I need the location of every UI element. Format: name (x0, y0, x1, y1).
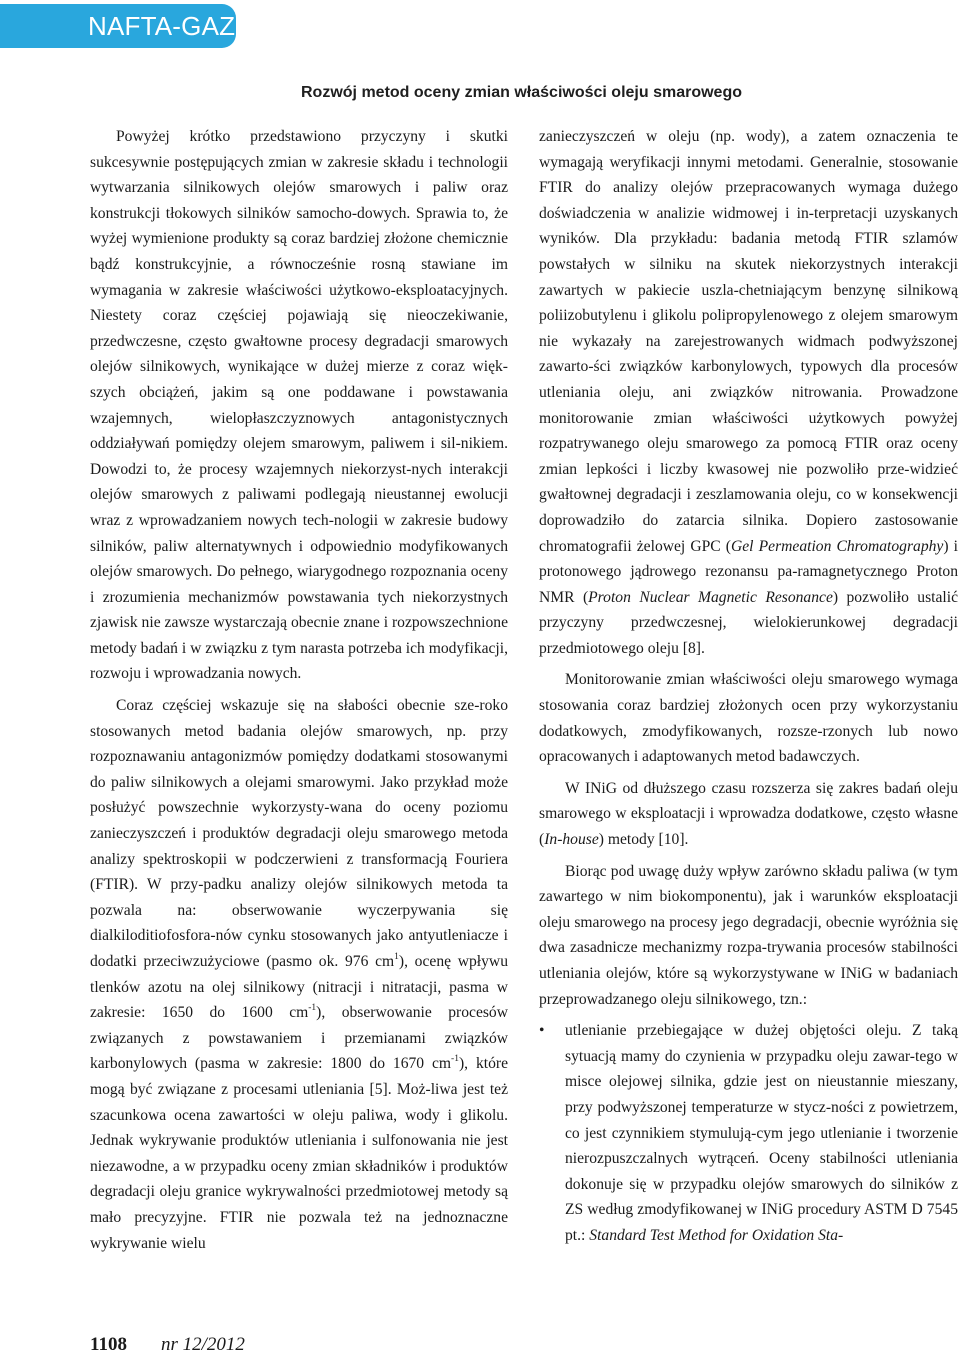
superscript: 1 (394, 951, 399, 962)
left-column (90, 124, 508, 1262)
issue-number: nr 12/2012 (160, 1334, 245, 1355)
bullet-list (539, 1018, 958, 1248)
paragraph-text: zanieczyszczeń w oleju (np. wody), a zatem oznaczenia te wymagają weryfikacji innymi metodami. Generalnie, stosowanie FTIR do analizy olejów przepracowanych wymaga dużego doświadczenia w analizie widmowej i in-terpretacji uzyskanych wyników. Dla przykładu: badania metodą FTIR szlamów powstałych w silniku na skutek niekorzystnych interakcji zawartych w pakiecie uszla-chetniającym benzynę silnikową poliizobutylenu i glikolu polipropylenowego z olejem smarowym nie wykazały na zarejestrowanych widmach podwyższonej zawarto-ści związków karbonylowych, typowych dla procesów utleniania oleju, ani związków nitrowania. Prowadzone monitorowanie zmian właściwości użytkowych powyżej rozpatrywanego oleju smarowego za pomocą FTIR oraz oceny zmian lepkości i liczby kwasowej nie pozwoliło prze-widzieć gwałtownej degradacji i zeszlamowania oleju, co w konsekwencji doprowadziło do zatarcia silnika. Dopiero zastosowanie chromatografii żelowej GPC ( (539, 128, 958, 555)
paragraph-text: Coraz częściej wskazuje się na słabości obecnie sze-roko stosowanych metod badania olejów smarowych, np. przy rozpoznawaniu antagonizmów pomiędzy dodatkami stosowanymi do paliw silnikowych a olejami smarowymi. Jako przykład może posłużyć powszechnie wykorzysty-wana do oceny poziomu zanieczyszczeń i produktów degradacji oleju smarowego metoda analizy spektroskopii w podczerwieni z transformacją Fouriera (FTIR). W przy-padku analizy olejów silnikowych metoda ta pozwala na: obserwowanie wyczerpywania się dialkiloditiofosfora-nów cynku stosowanych jako antyutleniacze i dodatki przeciwzużyciowe (pasmo ok. 976 cm (90, 697, 508, 970)
superscript: -1 (308, 1003, 317, 1013)
paragraph-text: ) i protonowego jądrowego rezonansu pa-ramagnetycznego Proton NMR ( (539, 537, 958, 606)
paragraph-text: ) metody [10]. (598, 831, 689, 849)
paragraph-text: ), ocenę wpływu tlenków azotu na olej silnikowy (nitracji i nitratacji, pasma w zakresie: 1650 do 1600 cm (90, 953, 508, 1022)
page-number: 1108 (90, 1334, 127, 1355)
journal-name-tab (0, 4, 236, 48)
running-title: Rozwój metod oceny zmian właściwości oleju smarowego (301, 84, 742, 101)
paragraph (539, 776, 958, 853)
journal-name: NAFTA-GAZ (88, 11, 236, 41)
paragraph: Monitorowanie zmian właściwości oleju smarowego wymaga stosowania coraz bardziej złożonych ocen przy wykorzystaniu dodatkowych, zmodyfikowanych, rozsze-rzonych lub nowo opracowanych i adaptowanych metod badawczych. (539, 671, 958, 766)
list-item-text: utlenianie przebiegające w dużej objętości oleju. Z taką sytuacją mamy do czynienia w przypadku oleju zawar-tego w misce olejowej silnika, gdzie jest on nieustannie mieszany, przy podwyższonej temperaturze w stycz-ności z powietrzem, co jest czynnikiem stymulują-cym jego utlenianie i tworzenie nierozpuszczalnych wytrąceń. Oceny stabilności utleniania dokonuje się w przypadku olejów smarowych do silników z ZS według zmodyfikowanej w INiG procedury ASTM D 7545 pt.: (565, 1022, 958, 1244)
paragraph-text: W INiG od dłuższego czasu rozszerza się zakres badań oleju smarowego w eksploatacji i wprowadza dodatkowe, często własne ( (539, 779, 958, 849)
paragraph (90, 693, 508, 1256)
right-column (539, 124, 958, 1249)
paragraph: Biorąc pod uwagę duży wpływ zarówno składu paliwa (w tym zawartego w nim biokomponentu), jak i warunków eksploatacji oleju smarowego na procesy jego degradacji, obecnie wyróżnia się dwa zasadnicze mechanizmy rozpa-trywania procesów stabilności utleniania olejów, które są wykorzystywane w INiG w badaniach przeprowadzanego oleju silnikowego, tzn.: (539, 862, 958, 1008)
page-footer (90, 1334, 245, 1356)
term-gpc: Gel Permeation Chromatography (731, 537, 944, 555)
standard-title: Standard Test Method for Oxidation Sta- (589, 1226, 844, 1244)
superscript: -1 (451, 1054, 459, 1065)
paragraph: Powyżej krótko przedstawiono przyczyny i skutki sukcesywnie postępujących zmian w zakresie składu i technologii wytwarzania silnikowych olejów smarowych i paliw oraz konstrukcji tłokowych silników samocho-dowych. Sprawia to, że wyżej wymienione produkty są coraz bardziej złożone chemicznie bądź konstrukcyjnie, a równocześnie rosną stawiane im wymagania w zakresie właściwości użytkowo-eksploatacyjnych. Niestety coraz częściej pojawiają się nieoczekiwanie, przedwczesne, często gwałtowne procesy degradacji smarowych olejów silnikowych, wynikające w dużej mierze z coraz więk-szych obciążeń, jakim są one poddawane i powstawania wzajemnych, wielopłaszczyznowych antagonistycznych oddziaływań pomiędzy olejem smarowym, paliwem i sil-nikiem. Dowodzi to, że procesy wzajemnych niekorzyst-nych interakcji olejów smarowych z paliwami podlegają nieustannej ewolucji wraz z wprowadzaniem nowych tech-nologii w zakresie budowy silników, paliw alternatywnych i odpowiednio modyfikowanych olejów smarowych. Do pełnego, wiarygodnego rozpoznania oceny i zrozumienia mechanizmów powstawania tych niekorzystnych zjawisk nie zawsze wystarczają obecnie znane i rozpowszechnione metody badań i w związku z tym narasta potrzeba ich modyfikacji, rozwoju i wprowadzania nowych. (90, 128, 508, 683)
paragraph-text: ), obserwowanie procesów związanych z powstawaniem i przemianami związków karbonylowych (pasma w zakresie: 1800 do 1670 cm (90, 1004, 508, 1073)
paragraph-text: ) pozwoliło ustalić przyczyny przedwczesnej, wielokierunkowej degradacji przedmiotowego oleju [8]. (539, 588, 959, 657)
term-nmr: Proton Nuclear Magnetic Resonance (588, 588, 833, 606)
bullet-icon: • (539, 1022, 545, 1040)
list-item (539, 1018, 958, 1248)
term-inhouse: In-house (544, 831, 599, 849)
paragraph-text: ), które mogą być związane z procesami utleniania [5]. Moż-liwa jest też szacunkowa ocena zawartości w oleju paliwa, wody i glikolu. Jednak wykrywanie produktów utleniania i sulfonowania nie jest niezawodne, a w przypadku oceny zmian składników i produktów degradacji oleju granice wykrywalności przedmiotowej metody są mało precyzyjne. FTIR nie pozwala też na jednoznaczne wykrywanie wielu (90, 1055, 509, 1252)
paragraph (539, 124, 958, 661)
